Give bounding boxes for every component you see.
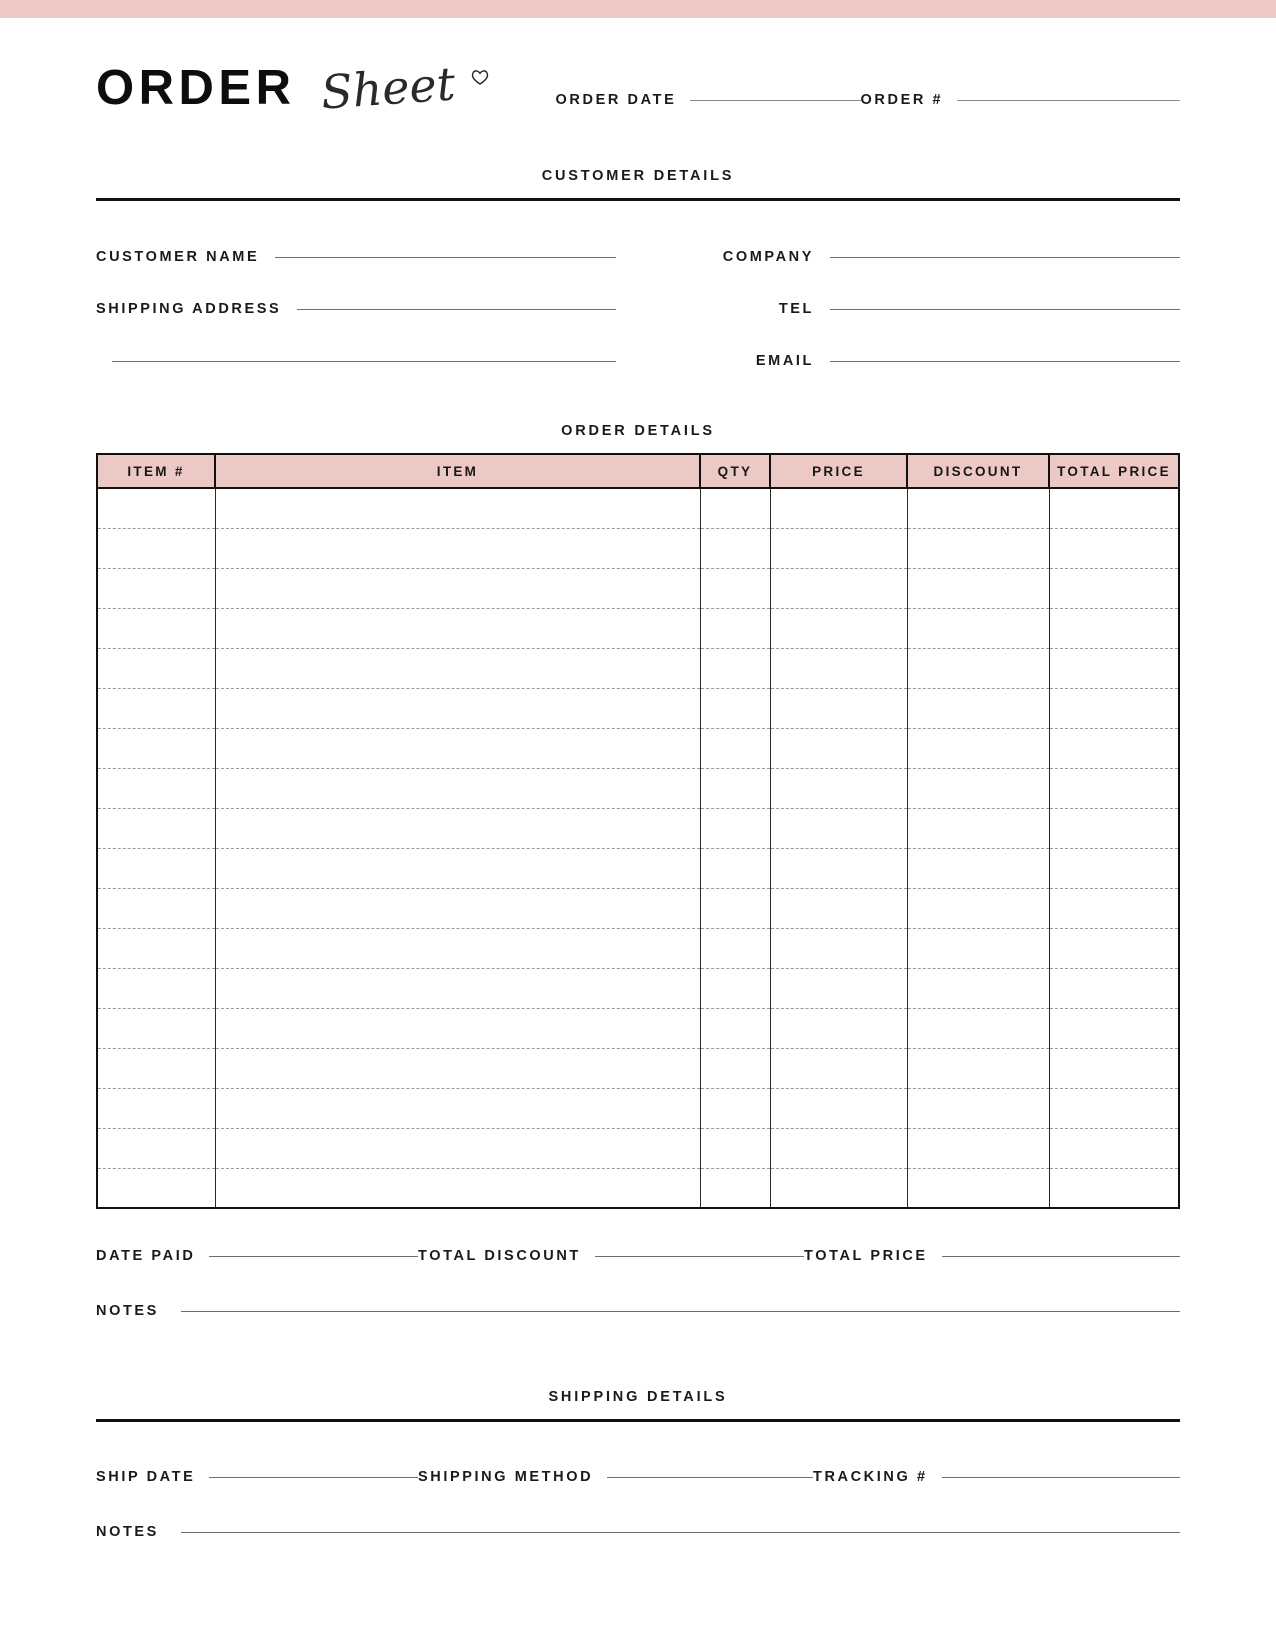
table-cell[interactable]: [700, 488, 770, 528]
tel-field[interactable]: [634, 283, 1180, 335]
table-row[interactable]: [97, 1168, 1179, 1208]
order-date-label: ORDER DATE: [555, 92, 677, 108]
title-word-order: ORDER: [96, 61, 296, 115]
table-cell[interactable]: [1049, 528, 1179, 568]
column-header-total-price: TOTAL PRICE: [1049, 454, 1179, 488]
table-cell[interactable]: [97, 808, 215, 848]
table-row[interactable]: [97, 928, 1179, 968]
date-paid-input-line[interactable]: [209, 1256, 418, 1257]
table-cell[interactable]: [1049, 968, 1179, 1008]
table-cell[interactable]: [215, 968, 700, 1008]
table-row[interactable]: [97, 1048, 1179, 1088]
company-label: COMPANY: [722, 249, 814, 265]
order-notes-input-line[interactable]: [181, 1311, 1180, 1312]
ship-date-label: SHIP DATE: [96, 1469, 196, 1485]
table-cell[interactable]: [907, 808, 1049, 848]
table-cell[interactable]: [770, 1008, 907, 1048]
email-input-line[interactable]: [830, 361, 1180, 362]
shipping-details-heading: SHIPPING DETAILS: [548, 1389, 728, 1405]
table-cell[interactable]: [907, 768, 1049, 808]
table-cell[interactable]: [215, 1008, 700, 1048]
shipping-notes-input-line[interactable]: [181, 1532, 1180, 1533]
table-cell[interactable]: [770, 608, 907, 648]
table-cell[interactable]: [1049, 1128, 1179, 1168]
table-row[interactable]: [97, 1128, 1179, 1168]
table-cell[interactable]: [97, 608, 215, 648]
total-price-input-line[interactable]: [942, 1256, 1180, 1257]
total-discount-field[interactable]: [418, 1248, 804, 1264]
table-cell[interactable]: [97, 1048, 215, 1088]
top-accent-banner: [0, 0, 1276, 18]
table-cell[interactable]: [215, 1168, 700, 1208]
table-cell[interactable]: [97, 1128, 215, 1168]
table-cell[interactable]: [700, 1128, 770, 1168]
table-cell[interactable]: [215, 648, 700, 688]
table-cell[interactable]: [770, 968, 907, 1008]
table-cell[interactable]: [215, 808, 700, 848]
customer-details-fields: [96, 231, 1180, 387]
table-cell[interactable]: [907, 1088, 1049, 1128]
date-paid-field[interactable]: [96, 1248, 418, 1264]
total-discount-input-line[interactable]: [595, 1256, 804, 1257]
order-number-input-line[interactable]: [957, 100, 1180, 101]
table-cell[interactable]: [215, 608, 700, 648]
table-cell[interactable]: [770, 848, 907, 888]
table-cell[interactable]: [907, 688, 1049, 728]
table-cell[interactable]: [907, 568, 1049, 608]
heart-outline-icon: [470, 68, 490, 91]
customer-details-divider: [96, 198, 1180, 201]
table-cell[interactable]: [770, 928, 907, 968]
shipping-address-input-line[interactable]: [297, 309, 616, 310]
shipping-notes-label: NOTES: [96, 1524, 159, 1540]
table-cell[interactable]: [1049, 888, 1179, 928]
shipping-address-label: SHIPPING ADDRESS: [96, 301, 282, 317]
table-row[interactable]: [97, 608, 1179, 648]
table-cell[interactable]: [770, 488, 907, 528]
tracking-number-field[interactable]: [813, 1469, 1180, 1485]
table-row[interactable]: [97, 648, 1179, 688]
table-cell[interactable]: [97, 488, 215, 528]
title-row: [96, 56, 1180, 138]
order-items-table: [96, 453, 1180, 1209]
table-cell[interactable]: [907, 1128, 1049, 1168]
table-cell[interactable]: [700, 1088, 770, 1128]
shipping-address-field-line2[interactable]: [96, 335, 616, 387]
table-cell[interactable]: [770, 728, 907, 768]
table-cell[interactable]: [700, 648, 770, 688]
order-table-header-row: [97, 454, 1179, 488]
table-cell[interactable]: [1049, 1008, 1179, 1048]
order-date-field[interactable]: [556, 92, 861, 108]
table-cell[interactable]: [700, 608, 770, 648]
table-cell[interactable]: [907, 608, 1049, 648]
table-cell[interactable]: [215, 848, 700, 888]
table-cell[interactable]: [907, 968, 1049, 1008]
company-input-line[interactable]: [830, 257, 1180, 258]
table-cell[interactable]: [215, 528, 700, 568]
table-cell[interactable]: [770, 568, 907, 608]
column-header-qty: QTY: [700, 454, 770, 488]
table-cell[interactable]: [700, 968, 770, 1008]
order-table-body: [97, 488, 1179, 1208]
table-cell[interactable]: [215, 728, 700, 768]
table-cell[interactable]: [907, 1168, 1049, 1208]
title-word-sheet: Sheet: [319, 56, 458, 120]
table-cell[interactable]: [215, 568, 700, 608]
table-cell[interactable]: [97, 928, 215, 968]
table-cell[interactable]: [700, 1048, 770, 1088]
table-cell[interactable]: [215, 1128, 700, 1168]
table-cell[interactable]: [215, 768, 700, 808]
order-table-header: [97, 454, 1179, 488]
order-number-label: ORDER #: [860, 92, 944, 108]
table-row[interactable]: [97, 848, 1179, 888]
date-paid-label: DATE PAID: [96, 1248, 196, 1264]
table-cell[interactable]: [215, 688, 700, 728]
table-cell[interactable]: [1049, 648, 1179, 688]
table-cell[interactable]: [770, 808, 907, 848]
table-cell[interactable]: [97, 688, 215, 728]
tracking-number-input-line[interactable]: [942, 1477, 1180, 1478]
table-cell[interactable]: [1049, 688, 1179, 728]
shipping-fields-row: [96, 1460, 1180, 1494]
table-cell[interactable]: [907, 728, 1049, 768]
table-cell[interactable]: [700, 688, 770, 728]
order-date-input-line[interactable]: [690, 100, 860, 101]
table-cell[interactable]: [1049, 488, 1179, 528]
table-cell[interactable]: [97, 528, 215, 568]
ship-date-input-line[interactable]: [209, 1477, 418, 1478]
order-number-field[interactable]: [861, 92, 1180, 108]
email-label: EMAIL: [755, 353, 814, 369]
customer-left-column: [96, 231, 616, 387]
table-cell[interactable]: [1049, 1168, 1179, 1208]
table-cell[interactable]: [97, 728, 215, 768]
table-cell[interactable]: [97, 1088, 215, 1128]
customer-name-input-line[interactable]: [275, 257, 616, 258]
customer-details-heading: CUSTOMER DETAILS: [541, 168, 735, 184]
table-row[interactable]: [97, 528, 1179, 568]
table-cell[interactable]: [215, 888, 700, 928]
table-cell[interactable]: [770, 1048, 907, 1088]
shipping-address-input-line-2[interactable]: [112, 361, 616, 362]
table-row[interactable]: [97, 688, 1179, 728]
shipping-details-divider: [96, 1419, 1180, 1422]
company-field[interactable]: [634, 231, 1180, 283]
table-cell[interactable]: [700, 768, 770, 808]
table-cell[interactable]: [1049, 928, 1179, 968]
table-cell[interactable]: [97, 888, 215, 928]
shipping-method-input-line[interactable]: [607, 1477, 813, 1478]
table-row[interactable]: [97, 488, 1179, 528]
table-row[interactable]: [97, 568, 1179, 608]
table-cell[interactable]: [700, 848, 770, 888]
table-cell[interactable]: [1049, 848, 1179, 888]
table-cell[interactable]: [700, 1008, 770, 1048]
page-title: [96, 56, 490, 120]
shipping-method-label: SHIPPING METHOD: [418, 1469, 594, 1485]
table-cell[interactable]: [770, 768, 907, 808]
column-header-item: ITEM: [215, 454, 700, 488]
customer-name-label: CUSTOMER NAME: [96, 249, 260, 265]
shipping-notes-field[interactable]: [96, 1506, 1180, 1558]
tel-input-line[interactable]: [830, 309, 1180, 310]
total-discount-label: TOTAL DISCOUNT: [418, 1248, 581, 1264]
table-cell[interactable]: [770, 688, 907, 728]
order-sheet-page: [0, 56, 1276, 1558]
table-cell[interactable]: [97, 968, 215, 1008]
header-fields: [556, 92, 1180, 108]
table-cell[interactable]: [1049, 728, 1179, 768]
table-cell[interactable]: [1049, 568, 1179, 608]
table-cell[interactable]: [770, 528, 907, 568]
table-cell[interactable]: [907, 888, 1049, 928]
table-cell[interactable]: [907, 1008, 1049, 1048]
table-cell[interactable]: [1049, 608, 1179, 648]
table-cell[interactable]: [215, 488, 700, 528]
table-cell[interactable]: [97, 848, 215, 888]
table-row[interactable]: [97, 768, 1179, 808]
table-cell[interactable]: [215, 1088, 700, 1128]
table-cell[interactable]: [907, 648, 1049, 688]
table-row[interactable]: [97, 808, 1179, 848]
table-cell[interactable]: [215, 1048, 700, 1088]
order-details-heading: ORDER DETAILS: [561, 423, 715, 439]
email-field[interactable]: [634, 335, 1180, 387]
order-notes-label: NOTES: [96, 1303, 159, 1319]
table-cell[interactable]: [907, 1048, 1049, 1088]
table-cell[interactable]: [700, 808, 770, 848]
table-cell[interactable]: [97, 568, 215, 608]
shipping-method-field[interactable]: [418, 1469, 813, 1485]
table-cell[interactable]: [97, 648, 215, 688]
table-cell[interactable]: [1049, 1088, 1179, 1128]
table-cell[interactable]: [700, 728, 770, 768]
table-cell[interactable]: [907, 488, 1049, 528]
table-row[interactable]: [97, 968, 1179, 1008]
table-row[interactable]: [97, 728, 1179, 768]
table-cell[interactable]: [700, 528, 770, 568]
table-row[interactable]: [97, 1008, 1179, 1048]
totals-row: [96, 1239, 1180, 1273]
table-cell[interactable]: [770, 888, 907, 928]
tel-label: TEL: [778, 301, 814, 317]
table-cell[interactable]: [770, 648, 907, 688]
table-cell[interactable]: [770, 1128, 907, 1168]
table-row[interactable]: [97, 888, 1179, 928]
ship-date-field[interactable]: [96, 1469, 418, 1485]
table-cell[interactable]: [97, 1168, 215, 1208]
table-cell[interactable]: [700, 1168, 770, 1208]
table-cell[interactable]: [907, 528, 1049, 568]
table-cell[interactable]: [1049, 1048, 1179, 1088]
tracking-number-label: TRACKING #: [813, 1469, 928, 1485]
order-notes-field[interactable]: [96, 1285, 1180, 1337]
table-cell[interactable]: [700, 568, 770, 608]
table-cell[interactable]: [700, 888, 770, 928]
column-header-price: PRICE: [770, 454, 907, 488]
table-cell[interactable]: [1049, 768, 1179, 808]
table-cell[interactable]: [215, 928, 700, 968]
customer-right-column: [634, 231, 1180, 387]
table-cell[interactable]: [97, 1008, 215, 1048]
table-cell[interactable]: [770, 1088, 907, 1128]
total-price-field[interactable]: [804, 1248, 1180, 1264]
shipping-address-field[interactable]: [96, 283, 616, 335]
table-cell[interactable]: [1049, 808, 1179, 848]
table-cell[interactable]: [97, 768, 215, 808]
total-price-label: TOTAL PRICE: [804, 1248, 928, 1264]
table-cell[interactable]: [770, 1168, 907, 1208]
table-cell[interactable]: [907, 848, 1049, 888]
table-cell[interactable]: [907, 928, 1049, 968]
column-header-discount: DISCOUNT: [907, 454, 1049, 488]
table-row[interactable]: [97, 1088, 1179, 1128]
customer-name-field[interactable]: [96, 231, 616, 283]
table-cell[interactable]: [700, 928, 770, 968]
column-header-item-number: ITEM #: [97, 454, 215, 488]
